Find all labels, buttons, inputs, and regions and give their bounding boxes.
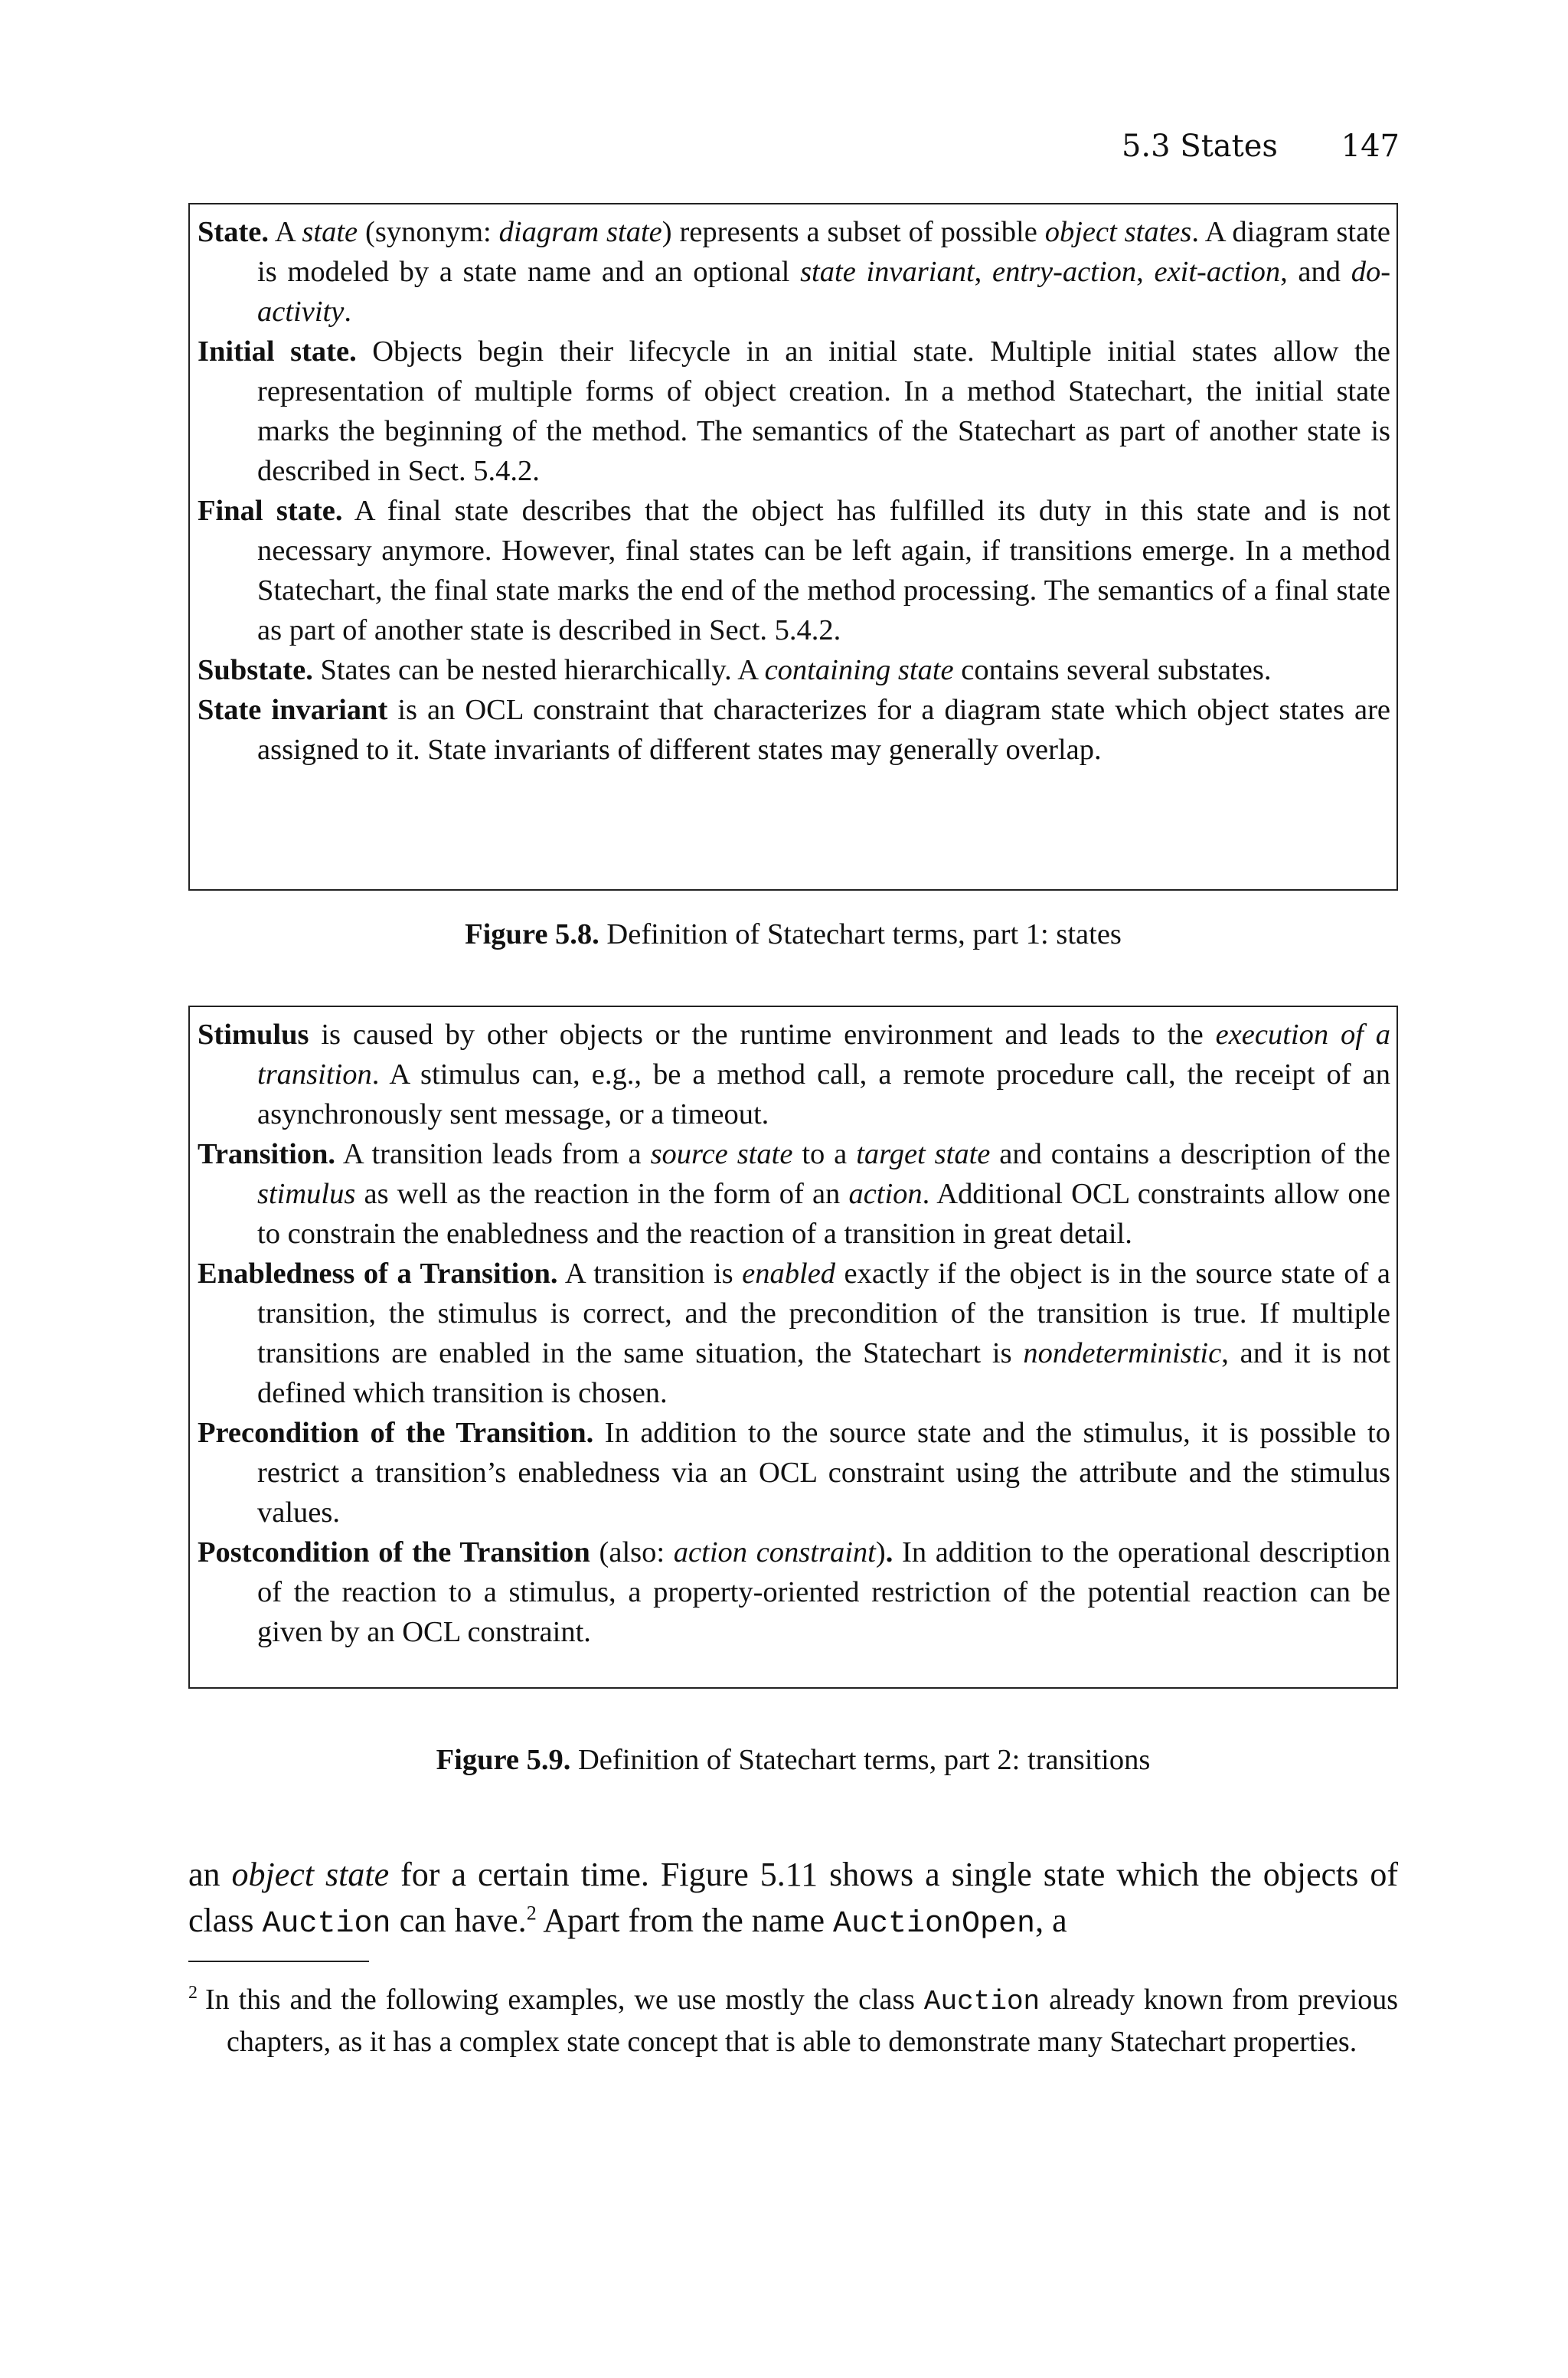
italic-term: object states: [1044, 216, 1192, 248]
definition-term: Postcondition of the Transition: [198, 1536, 590, 1568]
text-run: contains several substates.: [953, 654, 1272, 686]
page-number: 147: [1341, 129, 1400, 164]
figure-5-9-definition-box: [188, 1006, 1398, 1689]
caption-label: Figure 5.9.: [436, 1744, 571, 1776]
footnote-mark: 2: [188, 1983, 198, 2003]
italic-term: action constraint: [673, 1536, 876, 1568]
definition-entry: [198, 1254, 1390, 1413]
text-run: to a: [792, 1138, 857, 1170]
text-run: .: [344, 296, 351, 328]
text-run: In addition to the source state and the stimulus, it is possible to restrict a transition’s enabledness via an OCL constraint using the attribute and the stimulus values.: [257, 1417, 1390, 1529]
caption-text: Definition of Statechart terms, part 1: states: [599, 918, 1122, 950]
text-run: A transition leads from a: [335, 1138, 651, 1170]
running-head-section: 5.3 States: [1121, 129, 1278, 164]
italic-term: do-activity: [257, 256, 1391, 328]
text-run: as well as the reaction in the form of an: [355, 1178, 849, 1210]
definition-term: Precondition of the Transition.: [198, 1417, 594, 1449]
body-paragraph: [188, 1852, 1398, 1948]
code-identifier: Auction: [262, 1907, 391, 1941]
italic-term: state invariant: [800, 256, 975, 288]
italic-term: enabled: [742, 1258, 836, 1290]
text-run: In this and the following examples, we use mostly the class: [205, 1983, 924, 2016]
definition-entry: [198, 1532, 1390, 1652]
italic-term: nondeterministic: [1023, 1337, 1222, 1369]
caption-label: Figure 5.8.: [465, 918, 599, 950]
italic-term: stimulus: [257, 1178, 356, 1210]
definition-term: Substate.: [198, 654, 313, 686]
text-run: . A stimulus can, e.g., be a method call, a remote procedure call, the receipt of an asynchronously sent message, or a timeout.: [257, 1058, 1390, 1130]
italic-term: diagram state: [498, 216, 662, 248]
italic-term: execution of a transition: [257, 1019, 1390, 1091]
text-run: , and it is not defined which transition is chosen.: [257, 1337, 1390, 1409]
text-run: Apart from the name: [536, 1902, 834, 1939]
text-run: and contains a description of the: [990, 1138, 1390, 1170]
page-header: [1122, 129, 1400, 164]
definition-term: Transition.: [198, 1138, 336, 1170]
figure-5-8-definition-box: [188, 203, 1398, 891]
text-run: can have.: [390, 1902, 527, 1939]
definition-term: Enabledness of a Transition.: [198, 1258, 558, 1290]
text-run: exactly if the object is in the source state of a transition, the stimulus is correct, and the precondition of the transition is true. If multiple transitions are enabled in the same situation, the Statechart is: [257, 1258, 1390, 1369]
definition-entry: [198, 690, 1390, 770]
code-identifier: Auction: [923, 1985, 1040, 2017]
text-run: is caused by other objects or the runtime environment and leads to the: [309, 1019, 1216, 1051]
text-run: an: [188, 1856, 232, 1893]
text-run: . Additional OCL constraints allow one to constrain the enabledness and the reaction of a transition in great detail.: [257, 1178, 1390, 1250]
footnote: [188, 1973, 1398, 2062]
definition-entry: [198, 1413, 1390, 1532]
text-run: , and: [1280, 256, 1351, 288]
italic-term: entry-action: [991, 256, 1137, 288]
definition-entry: [198, 1015, 1390, 1134]
definition-entry: [198, 1134, 1390, 1254]
definition-entry: [198, 650, 1390, 690]
bold-text: .: [885, 1536, 893, 1568]
definition-term: Stimulus: [198, 1019, 309, 1051]
figure-5-8-caption: [188, 918, 1398, 951]
definition-term: Initial state.: [198, 335, 357, 368]
italic-term: target state: [856, 1138, 991, 1170]
definition-term: State invariant: [198, 694, 388, 726]
code-identifier: AuctionOpen: [833, 1907, 1036, 1941]
text-run: for a certain time. Figure 5.11 shows a single state which the objects of class: [188, 1856, 1399, 1939]
text-run: A: [269, 216, 302, 248]
text-run: ,: [974, 256, 992, 288]
text-run: ,: [1136, 256, 1155, 288]
text-run: . A diagram state is modeled by a state name and an optional: [257, 216, 1390, 288]
italic-term: source state: [650, 1138, 793, 1170]
definition-term: Final state.: [198, 495, 343, 527]
text-run: In addition to the operational description of the reaction to a stimulus, a property-oriented restriction of the potential reaction can be given by an OCL constraint.: [257, 1536, 1390, 1648]
italic-term: object state: [231, 1856, 390, 1893]
text-run: A transition is: [557, 1258, 743, 1290]
text-run: already known from previous chapters, as it has a complex state concept that is able to demonstrate many Statechart properties.: [227, 1983, 1398, 2058]
italic-term: exit-action: [1154, 256, 1281, 288]
footnote-ref: 2: [526, 1902, 537, 1925]
text-run: , a: [1035, 1902, 1067, 1939]
text-run: (also:: [590, 1536, 674, 1568]
definition-entry: [198, 212, 1390, 332]
figure-5-9-caption: [188, 1743, 1398, 1777]
text-run: (synonym:: [358, 216, 499, 248]
footnote-text: [205, 1984, 1398, 2058]
text-run: A final state describes that the object has fulfilled its duty in this state and is not necessary anymore. However, final states can be left again, if transitions emerge. In a method Statechart, the final state marks the end of the method processing. The semantics of a final state as part of another state is described in Sect. 5.4.2.: [257, 495, 1390, 646]
definition-entry: [198, 491, 1390, 650]
text-run: Objects begin their lifecycle in an initial state. Multiple initial states allow the representation of multiple forms of object creation. In a method Statechart, the initial state marks the beginning of the method. The semantics of the Statechart as part of another state is described in Sect. 5.4.2.: [257, 335, 1390, 487]
definition-term: State.: [198, 216, 270, 248]
text-run: States can be nested hierarchically. A: [312, 654, 765, 686]
footnote-rule: [188, 1961, 369, 1962]
figure-5-9-entries: [198, 1015, 1390, 1652]
figure-5-8-entries: [198, 212, 1390, 770]
definition-entry: [198, 332, 1390, 491]
caption-text: Definition of Statechart terms, part 2: transitions: [570, 1744, 1151, 1776]
text-run: is an OCL constraint that characterizes for a diagram state which object states are assigned to it. State invariants of different states may generally overlap.: [257, 694, 1390, 766]
text-run: ): [875, 1536, 886, 1568]
italic-term: state: [302, 216, 358, 248]
italic-term: action: [848, 1178, 923, 1210]
text-run: ) represents a subset of possible: [662, 216, 1045, 248]
italic-term: containing state: [764, 654, 954, 686]
